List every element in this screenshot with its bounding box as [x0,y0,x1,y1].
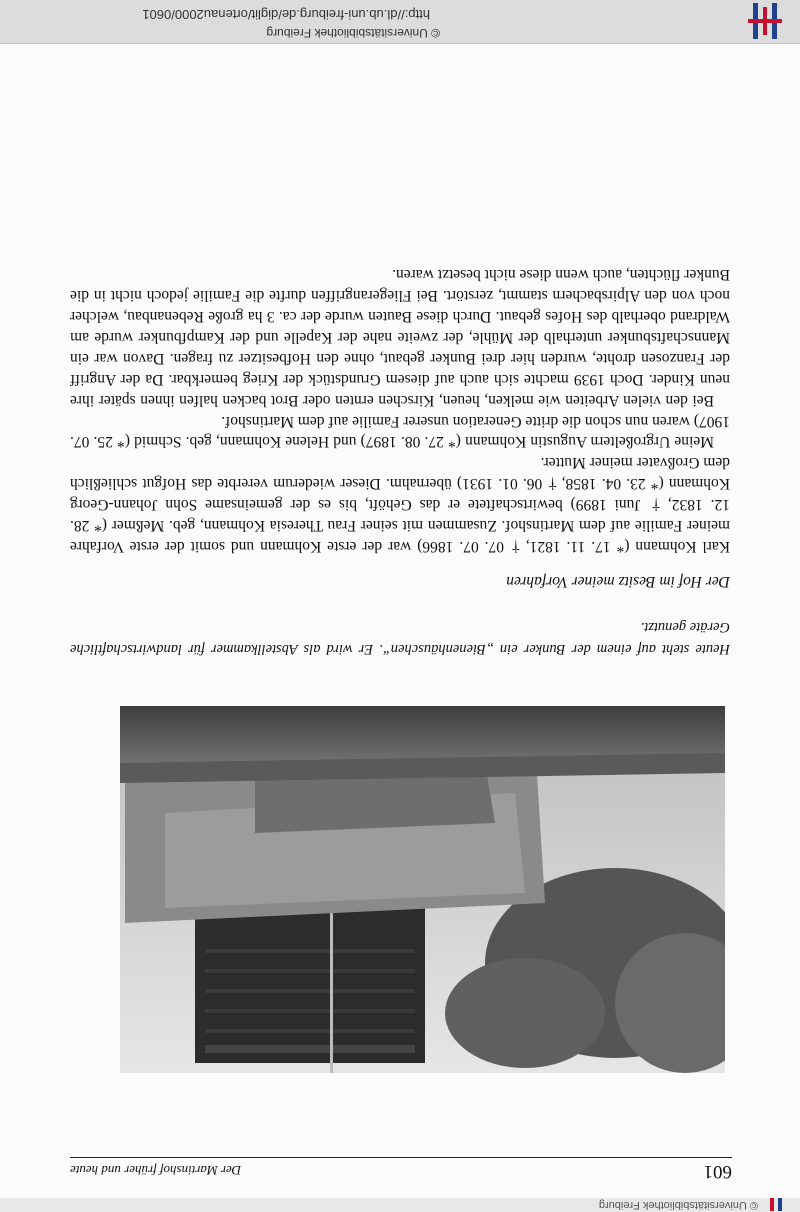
paragraph: Meine Urgroßeltern Augustin Kohmann (* 27. 08. 1897) und Helene Kohmann, geb. Schmid (* 25. 07. 1907) waren nun schon die dritte Generation unserer Familie auf dem Martinshof. [70,412,730,451]
scanned-page [0,44,800,1198]
section-heading: Der Hof im Besitz meiner Vorfahren [506,573,730,590]
top-credit-text: © Universitätsbibliothek Freiburg [598,1199,758,1211]
bunker-photo [120,706,725,1073]
running-title: Der Martinshof früher und heute [70,1163,242,1178]
bottom-library-bar [0,0,800,44]
top-library-bar [0,1197,800,1212]
photo-caption: Heute steht auf einem der Bunker ein „Bienenhäuschen“. Er wird als Abstellkammer für landwirtschaftliche Geräte genutzt. [70,619,730,657]
permalink-url[interactable]: http://dl.ub.uni-freiburg.de/diglit/ortenau2000/0601 [142,7,430,22]
running-head [70,1157,732,1184]
library-logo-icon [748,3,782,39]
page-number: 601 [703,1161,732,1182]
paragraph: Karl Kohmann (* 17. 11. 1821, † 07. 07. 1866) war der erste Kohmann und somit der erste Vorfahre meiner Familie auf dem Martinshof. Zusammen mit seiner Frau Theresia Kohmann, geb. Meßmer (* 28. 12. 1832, † Juni 1899) bewirtschaftete er das Gehöft, bis es der gemeinsame Sohn Johann-Georg Kohmann (* 23. 04. 1858, † 06. 01. 1931) übernahm. Dieser wiederum vererbte das Hofgut schließlich dem Großvater meiner Mutter. [70,454,730,555]
library-logo-icon [762,1198,786,1211]
body-text [70,263,730,556]
bottom-credit-text: © Universitätsbibliothek Freiburg [266,26,440,40]
paragraph: Bei den vielen Arbeiten wie melken, heuen, Kirschen ernten oder Brot backen halfen ihnen später ihre neun Kinder. Doch 1939 machte sich auch auf diesem Grundstück der Krieg bemerkbar. Da der Angriff der Franzosen drohte, wurden hier drei Bunker gebaut, ohne den Hofbesitzer zu fragen. Davon war ein Mannschaftsbunker unterhalb der Mühle, der zweite nahe der Kapelle und der Kampfbunker wurde am Waldrand oberhalb des Hofes gebaut. Durch diese Bauten wurde der ca. 3 ha große Rebenanbau, welcher noch von den Alpirsbachern stammt, zerstört. Bei Fliegerangriffen durfte die Familie jedoch nicht in die Bunker flüchten, auch wenn diese nicht besetzt waren. [70,266,730,409]
